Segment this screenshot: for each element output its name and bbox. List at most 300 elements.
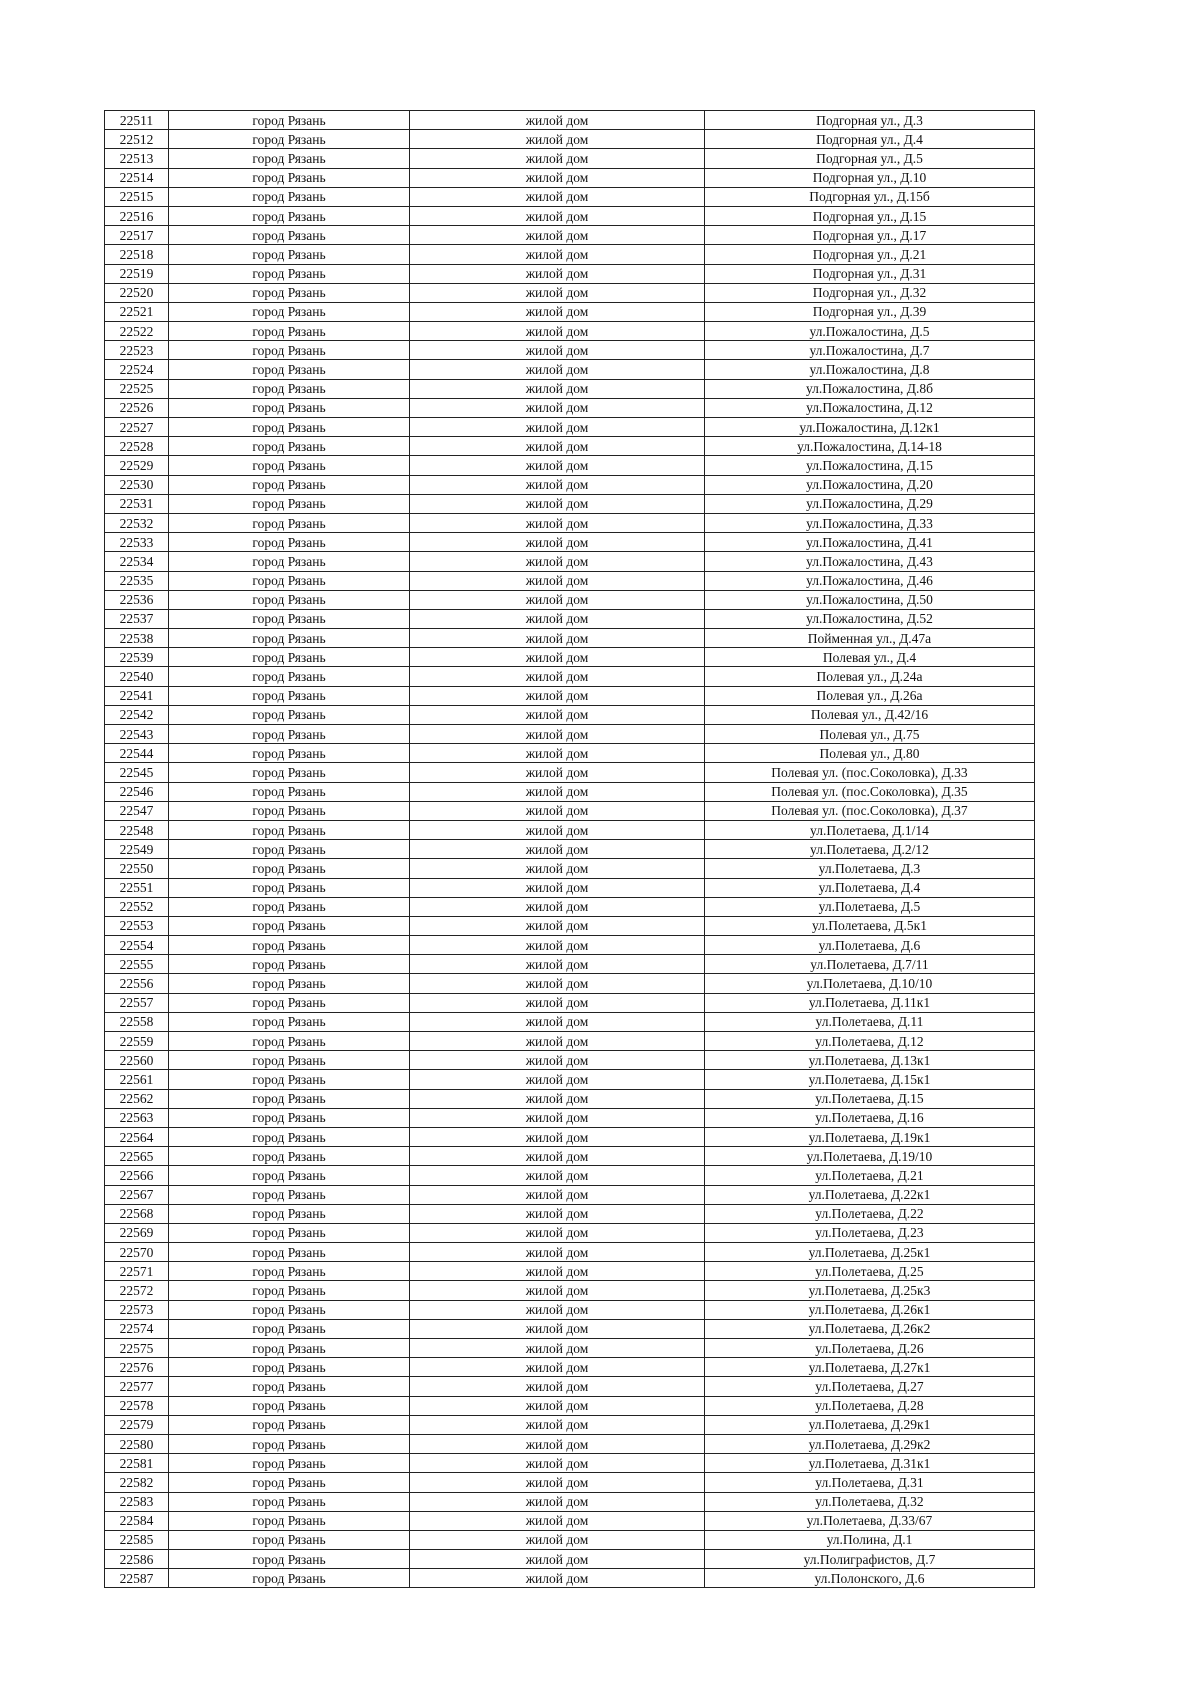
object-type-cell: жилой дом	[410, 302, 705, 321]
table-row	[105, 1223, 1035, 1242]
record-number-cell: 22543	[105, 725, 169, 744]
city-cell: город Рязань	[169, 1511, 410, 1530]
address-cell: ул.Полетаева, Д.26к1	[705, 1300, 1035, 1319]
city-cell: город Рязань	[169, 878, 410, 897]
city-cell: город Рязань	[169, 1358, 410, 1377]
object-type-cell: жилой дом	[410, 1070, 705, 1089]
table-row	[105, 149, 1035, 168]
record-number-cell: 22584	[105, 1511, 169, 1530]
address-cell: Полевая ул., Д.26а	[705, 686, 1035, 705]
address-cell: ул.Пожалостина, Д.46	[705, 571, 1035, 590]
object-type-cell: жилой дом	[410, 1012, 705, 1031]
address-cell: ул.Полиграфистов, Д.7	[705, 1550, 1035, 1569]
city-cell: город Рязань	[169, 974, 410, 993]
city-cell: город Рязань	[169, 1204, 410, 1223]
object-type-cell: жилой дом	[410, 264, 705, 283]
record-number-cell: 22576	[105, 1358, 169, 1377]
city-cell: город Рязань	[169, 168, 410, 187]
address-cell: ул.Пожалостина, Д.7	[705, 341, 1035, 360]
record-number-cell: 22575	[105, 1339, 169, 1358]
address-cell: ул.Полетаева, Д.7/11	[705, 955, 1035, 974]
table-row	[105, 1377, 1035, 1396]
object-type-cell: жилой дом	[410, 513, 705, 532]
record-number-cell: 22586	[105, 1550, 169, 1569]
object-type-cell: жилой дом	[410, 322, 705, 341]
city-cell: город Рязань	[169, 629, 410, 648]
city-cell: город Рязань	[169, 1396, 410, 1415]
address-cell: Полевая ул., Д.4	[705, 648, 1035, 667]
object-type-cell: жилой дом	[410, 1358, 705, 1377]
table-row	[105, 648, 1035, 667]
address-cell: ул.Полетаева, Д.15	[705, 1089, 1035, 1108]
address-cell: Подгорная ул., Д.31	[705, 264, 1035, 283]
city-cell: город Рязань	[169, 1070, 410, 1089]
address-cell: ул.Полонского, Д.6	[705, 1569, 1035, 1588]
table-row	[105, 264, 1035, 283]
record-number-cell: 22580	[105, 1434, 169, 1453]
address-cell: ул.Пожалостина, Д.29	[705, 494, 1035, 513]
address-cell: ул.Полина, Д.1	[705, 1530, 1035, 1549]
record-number-cell: 22515	[105, 187, 169, 206]
city-cell: город Рязань	[169, 782, 410, 801]
object-type-cell: жилой дом	[410, 437, 705, 456]
city-cell: город Рязань	[169, 859, 410, 878]
record-number-cell: 22544	[105, 744, 169, 763]
address-cell: ул.Полетаева, Д.15к1	[705, 1070, 1035, 1089]
address-cell: ул.Пожалостина, Д.14-18	[705, 437, 1035, 456]
address-cell: ул.Полетаева, Д.19/10	[705, 1147, 1035, 1166]
city-cell: город Рязань	[169, 1281, 410, 1300]
city-cell: город Рязань	[169, 571, 410, 590]
address-cell: ул.Полетаева, Д.1/14	[705, 820, 1035, 839]
record-number-cell: 22514	[105, 168, 169, 187]
address-cell: Подгорная ул., Д.4	[705, 130, 1035, 149]
housing-registry-table	[104, 110, 1035, 1588]
city-cell: город Рязань	[169, 418, 410, 437]
address-cell: ул.Полетаева, Д.27	[705, 1377, 1035, 1396]
table-row	[105, 1511, 1035, 1530]
record-number-cell: 22521	[105, 302, 169, 321]
table-row	[105, 1070, 1035, 1089]
object-type-cell: жилой дом	[410, 206, 705, 225]
table-row	[105, 302, 1035, 321]
object-type-cell: жилой дом	[410, 245, 705, 264]
address-cell: Подгорная ул., Д.3	[705, 111, 1035, 130]
table-row	[105, 533, 1035, 552]
record-number-cell: 22569	[105, 1223, 169, 1242]
table-row	[105, 1339, 1035, 1358]
record-number-cell: 22547	[105, 801, 169, 820]
address-cell: ул.Полетаева, Д.25к3	[705, 1281, 1035, 1300]
object-type-cell: жилой дом	[410, 1300, 705, 1319]
address-cell: ул.Полетаева, Д.25к1	[705, 1243, 1035, 1262]
address-cell: ул.Пожалостина, Д.12к1	[705, 418, 1035, 437]
address-cell: ул.Полетаева, Д.25	[705, 1262, 1035, 1281]
table-row	[105, 916, 1035, 935]
address-cell: ул.Полетаева, Д.32	[705, 1492, 1035, 1511]
address-cell: ул.Полетаева, Д.22	[705, 1204, 1035, 1223]
object-type-cell: жилой дом	[410, 1569, 705, 1588]
table-row	[105, 168, 1035, 187]
record-number-cell: 22555	[105, 955, 169, 974]
table-row	[105, 1051, 1035, 1070]
table-row	[105, 801, 1035, 820]
table-row	[105, 206, 1035, 225]
city-cell: город Рязань	[169, 187, 410, 206]
record-number-cell: 22549	[105, 840, 169, 859]
object-type-cell: жилой дом	[410, 111, 705, 130]
record-number-cell: 22582	[105, 1473, 169, 1492]
object-type-cell: жилой дом	[410, 1262, 705, 1281]
table-row	[105, 1300, 1035, 1319]
object-type-cell: жилой дом	[410, 936, 705, 955]
table-row	[105, 993, 1035, 1012]
table-row	[105, 782, 1035, 801]
city-cell: город Рязань	[169, 1569, 410, 1588]
city-cell: город Рязань	[169, 744, 410, 763]
address-cell: ул.Полетаева, Д.2/12	[705, 840, 1035, 859]
city-cell: город Рязань	[169, 245, 410, 264]
address-cell: ул.Пожалостина, Д.52	[705, 609, 1035, 628]
address-cell: ул.Пожалостина, Д.12	[705, 398, 1035, 417]
record-number-cell: 22559	[105, 1032, 169, 1051]
record-number-cell: 22525	[105, 379, 169, 398]
city-cell: город Рязань	[169, 283, 410, 302]
city-cell: город Рязань	[169, 456, 410, 475]
record-number-cell: 22577	[105, 1377, 169, 1396]
record-number-cell: 22567	[105, 1185, 169, 1204]
record-number-cell: 22556	[105, 974, 169, 993]
record-number-cell: 22581	[105, 1454, 169, 1473]
record-number-cell: 22574	[105, 1319, 169, 1338]
table-row	[105, 897, 1035, 916]
address-cell: Пойменная ул., Д.47а	[705, 629, 1035, 648]
table-row	[105, 686, 1035, 705]
city-cell: город Рязань	[169, 475, 410, 494]
table-row	[105, 705, 1035, 724]
city-cell: город Рязань	[169, 801, 410, 820]
record-number-cell: 22573	[105, 1300, 169, 1319]
city-cell: город Рязань	[169, 1550, 410, 1569]
record-number-cell: 22546	[105, 782, 169, 801]
record-number-cell: 22548	[105, 820, 169, 839]
city-cell: город Рязань	[169, 916, 410, 935]
record-number-cell: 22553	[105, 916, 169, 935]
table-row	[105, 629, 1035, 648]
object-type-cell: жилой дом	[410, 782, 705, 801]
record-number-cell: 22519	[105, 264, 169, 283]
table-row	[105, 1473, 1035, 1492]
city-cell: город Рязань	[169, 686, 410, 705]
table-row	[105, 1243, 1035, 1262]
object-type-cell: жилой дом	[410, 1434, 705, 1453]
address-cell: ул.Полетаева, Д.3	[705, 859, 1035, 878]
record-number-cell: 22526	[105, 398, 169, 417]
record-number-cell: 22531	[105, 494, 169, 513]
object-type-cell: жилой дом	[410, 283, 705, 302]
city-cell: город Рязань	[169, 1089, 410, 1108]
table-row	[105, 398, 1035, 417]
record-number-cell: 22535	[105, 571, 169, 590]
record-number-cell: 22513	[105, 149, 169, 168]
city-cell: город Рязань	[169, 130, 410, 149]
object-type-cell: жилой дом	[410, 859, 705, 878]
table-row	[105, 322, 1035, 341]
table-row	[105, 1166, 1035, 1185]
city-cell: город Рязань	[169, 1223, 410, 1242]
city-cell: город Рязань	[169, 1530, 410, 1549]
city-cell: город Рязань	[169, 1492, 410, 1511]
table-row	[105, 475, 1035, 494]
city-cell: город Рязань	[169, 1051, 410, 1070]
table-row	[105, 820, 1035, 839]
city-cell: город Рязань	[169, 437, 410, 456]
record-number-cell: 22536	[105, 590, 169, 609]
object-type-cell: жилой дом	[410, 705, 705, 724]
city-cell: город Рязань	[169, 1012, 410, 1031]
address-cell: ул.Полетаева, Д.29к1	[705, 1415, 1035, 1434]
record-number-cell: 22511	[105, 111, 169, 130]
table-row	[105, 187, 1035, 206]
record-number-cell: 22550	[105, 859, 169, 878]
record-number-cell: 22517	[105, 226, 169, 245]
city-cell: город Рязань	[169, 1243, 410, 1262]
record-number-cell: 22516	[105, 206, 169, 225]
city-cell: город Рязань	[169, 264, 410, 283]
address-cell: ул.Пожалостина, Д.41	[705, 533, 1035, 552]
table-row	[105, 1415, 1035, 1434]
object-type-cell: жилой дом	[410, 667, 705, 686]
table-row	[105, 1108, 1035, 1127]
table-row	[105, 1127, 1035, 1146]
record-number-cell: 22557	[105, 993, 169, 1012]
city-cell: город Рязань	[169, 1434, 410, 1453]
object-type-cell: жилой дом	[410, 1415, 705, 1434]
table-row	[105, 571, 1035, 590]
table-row	[105, 1569, 1035, 1588]
object-type-cell: жилой дом	[410, 1032, 705, 1051]
object-type-cell: жилой дом	[410, 130, 705, 149]
object-type-cell: жилой дом	[410, 1454, 705, 1473]
object-type-cell: жилой дом	[410, 1051, 705, 1070]
table-row	[105, 725, 1035, 744]
address-cell: Полевая ул., Д.80	[705, 744, 1035, 763]
city-cell: город Рязань	[169, 1454, 410, 1473]
object-type-cell: жилой дом	[410, 418, 705, 437]
city-cell: город Рязань	[169, 360, 410, 379]
record-number-cell: 22571	[105, 1262, 169, 1281]
object-type-cell: жилой дом	[410, 571, 705, 590]
record-number-cell: 22523	[105, 341, 169, 360]
city-cell: город Рязань	[169, 1473, 410, 1492]
address-cell: Полевая ул., Д.42/16	[705, 705, 1035, 724]
object-type-cell: жилой дом	[410, 744, 705, 763]
object-type-cell: жилой дом	[410, 629, 705, 648]
object-type-cell: жилой дом	[410, 974, 705, 993]
address-cell: ул.Полетаева, Д.29к2	[705, 1434, 1035, 1453]
object-type-cell: жилой дом	[410, 1492, 705, 1511]
city-cell: город Рязань	[169, 609, 410, 628]
record-number-cell: 22524	[105, 360, 169, 379]
city-cell: город Рязань	[169, 226, 410, 245]
address-cell: ул.Пожалостина, Д.8	[705, 360, 1035, 379]
record-number-cell: 22562	[105, 1089, 169, 1108]
address-cell: ул.Полетаева, Д.26к2	[705, 1319, 1035, 1338]
object-type-cell: жилой дом	[410, 1473, 705, 1492]
record-number-cell: 22539	[105, 648, 169, 667]
city-cell: город Рязань	[169, 993, 410, 1012]
address-cell: Подгорная ул., Д.32	[705, 283, 1035, 302]
address-cell: ул.Полетаева, Д.13к1	[705, 1051, 1035, 1070]
address-cell: ул.Пожалостина, Д.50	[705, 590, 1035, 609]
record-number-cell: 22566	[105, 1166, 169, 1185]
table-row	[105, 130, 1035, 149]
table-row	[105, 1358, 1035, 1377]
address-cell: ул.Полетаева, Д.12	[705, 1032, 1035, 1051]
address-cell: ул.Пожалостина, Д.33	[705, 513, 1035, 532]
record-number-cell: 22542	[105, 705, 169, 724]
table-row	[105, 1550, 1035, 1569]
record-number-cell: 22583	[105, 1492, 169, 1511]
record-number-cell: 22538	[105, 629, 169, 648]
object-type-cell: жилой дом	[410, 763, 705, 782]
table-row	[105, 111, 1035, 130]
city-cell: город Рязань	[169, 341, 410, 360]
object-type-cell: жилой дом	[410, 801, 705, 820]
address-cell: ул.Пожалостина, Д.8б	[705, 379, 1035, 398]
object-type-cell: жилой дом	[410, 475, 705, 494]
object-type-cell: жилой дом	[410, 1550, 705, 1569]
address-cell: ул.Полетаева, Д.22к1	[705, 1185, 1035, 1204]
address-cell: ул.Пожалостина, Д.15	[705, 456, 1035, 475]
city-cell: город Рязань	[169, 302, 410, 321]
object-type-cell: жилой дом	[410, 494, 705, 513]
table-row	[105, 437, 1035, 456]
table-row	[105, 1147, 1035, 1166]
address-cell: ул.Полетаева, Д.19к1	[705, 1127, 1035, 1146]
object-type-cell: жилой дом	[410, 1339, 705, 1358]
record-number-cell: 22530	[105, 475, 169, 494]
city-cell: город Рязань	[169, 533, 410, 552]
city-cell: город Рязань	[169, 1262, 410, 1281]
address-cell: ул.Полетаева, Д.33/67	[705, 1511, 1035, 1530]
record-number-cell: 22540	[105, 667, 169, 686]
record-number-cell: 22533	[105, 533, 169, 552]
record-number-cell: 22572	[105, 1281, 169, 1300]
object-type-cell: жилой дом	[410, 1396, 705, 1415]
object-type-cell: жилой дом	[410, 1147, 705, 1166]
address-cell: ул.Пожалостина, Д.20	[705, 475, 1035, 494]
table-row	[105, 379, 1035, 398]
city-cell: город Рязань	[169, 1147, 410, 1166]
object-type-cell: жилой дом	[410, 590, 705, 609]
table-row	[105, 878, 1035, 897]
address-cell: ул.Пожалостина, Д.43	[705, 552, 1035, 571]
city-cell: город Рязань	[169, 1300, 410, 1319]
city-cell: город Рязань	[169, 1185, 410, 1204]
city-cell: город Рязань	[169, 398, 410, 417]
table-row	[105, 552, 1035, 571]
table-row	[105, 1396, 1035, 1415]
address-cell: Полевая ул. (пос.Соколовка), Д.35	[705, 782, 1035, 801]
record-number-cell: 22554	[105, 936, 169, 955]
record-number-cell: 22522	[105, 322, 169, 341]
city-cell: город Рязань	[169, 897, 410, 916]
object-type-cell: жилой дом	[410, 878, 705, 897]
city-cell: город Рязань	[169, 322, 410, 341]
object-type-cell: жилой дом	[410, 916, 705, 935]
city-cell: город Рязань	[169, 705, 410, 724]
table-row	[105, 859, 1035, 878]
record-number-cell: 22541	[105, 686, 169, 705]
record-number-cell: 22564	[105, 1127, 169, 1146]
table-row	[105, 1089, 1035, 1108]
record-number-cell: 22568	[105, 1204, 169, 1223]
city-cell: город Рязань	[169, 1166, 410, 1185]
city-cell: город Рязань	[169, 763, 410, 782]
table-row	[105, 513, 1035, 532]
object-type-cell: жилой дом	[410, 897, 705, 916]
address-cell: Полевая ул., Д.24а	[705, 667, 1035, 686]
table-row	[105, 283, 1035, 302]
city-cell: город Рязань	[169, 1415, 410, 1434]
address-cell: ул.Полетаева, Д.16	[705, 1108, 1035, 1127]
city-cell: город Рязань	[169, 648, 410, 667]
table-row	[105, 494, 1035, 513]
city-cell: город Рязань	[169, 494, 410, 513]
object-type-cell: жилой дом	[410, 609, 705, 628]
object-type-cell: жилой дом	[410, 1377, 705, 1396]
address-cell: ул.Полетаева, Д.23	[705, 1223, 1035, 1242]
table-row	[105, 1530, 1035, 1549]
object-type-cell: жилой дом	[410, 168, 705, 187]
record-number-cell: 22565	[105, 1147, 169, 1166]
address-cell: ул.Полетаева, Д.28	[705, 1396, 1035, 1415]
city-cell: город Рязань	[169, 1339, 410, 1358]
address-cell: ул.Полетаева, Д.6	[705, 936, 1035, 955]
address-cell: ул.Пожалостина, Д.5	[705, 322, 1035, 341]
table-row	[105, 667, 1035, 686]
address-cell: Полевая ул. (пос.Соколовка), Д.33	[705, 763, 1035, 782]
table-row	[105, 1434, 1035, 1453]
table-row	[105, 360, 1035, 379]
address-cell: ул.Полетаева, Д.31к1	[705, 1454, 1035, 1473]
record-number-cell: 22561	[105, 1070, 169, 1089]
object-type-cell: жилой дом	[410, 686, 705, 705]
object-type-cell: жилой дом	[410, 187, 705, 206]
object-type-cell: жилой дом	[410, 840, 705, 859]
address-cell: ул.Полетаева, Д.4	[705, 878, 1035, 897]
object-type-cell: жилой дом	[410, 648, 705, 667]
record-number-cell: 22545	[105, 763, 169, 782]
record-number-cell: 22520	[105, 283, 169, 302]
object-type-cell: жилой дом	[410, 1243, 705, 1262]
record-number-cell: 22558	[105, 1012, 169, 1031]
record-number-cell: 22585	[105, 1530, 169, 1549]
object-type-cell: жилой дом	[410, 552, 705, 571]
table-row	[105, 1319, 1035, 1338]
object-type-cell: жилой дом	[410, 360, 705, 379]
object-type-cell: жилой дом	[410, 398, 705, 417]
table-row	[105, 744, 1035, 763]
object-type-cell: жилой дом	[410, 226, 705, 245]
object-type-cell: жилой дом	[410, 1511, 705, 1530]
object-type-cell: жилой дом	[410, 533, 705, 552]
object-type-cell: жилой дом	[410, 149, 705, 168]
table-row	[105, 1454, 1035, 1473]
address-cell: ул.Полетаева, Д.11к1	[705, 993, 1035, 1012]
table-row	[105, 955, 1035, 974]
